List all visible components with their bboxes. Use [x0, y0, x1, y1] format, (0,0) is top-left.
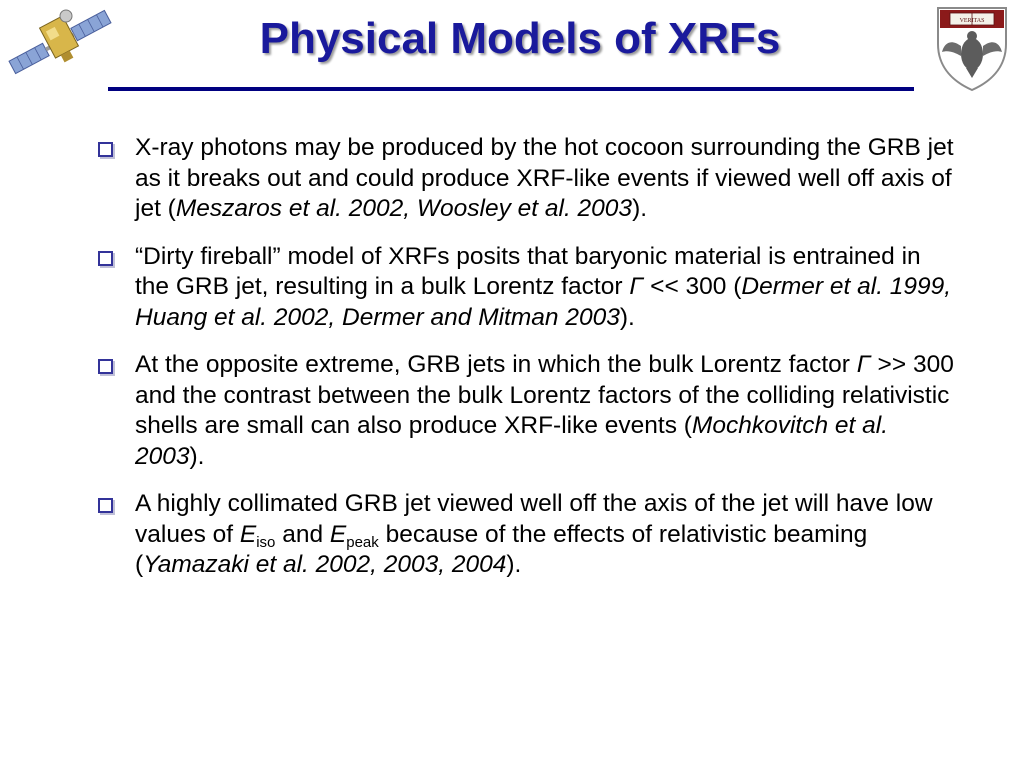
bullet-list [96, 133, 956, 598]
bullet-text-and: and [275, 520, 330, 548]
hollow-square-bullet-icon [98, 498, 113, 513]
bullet-text-end: ). [506, 551, 522, 578]
hollow-square-bullet-icon [98, 251, 113, 266]
bullet-text-continued: << 300 ( [643, 273, 742, 300]
bullet-text-end: ). [632, 195, 648, 222]
satellite-image [4, 2, 116, 80]
bullet-text-continued: because of the effects of relativistic beaming ( [135, 520, 868, 578]
bullet-text: “Dirty fireball” model of XRFs posits that baryonic material is entrained in the GRB jet, resulting in a bulk Lorentz factor [135, 242, 921, 300]
e-iso-symbol: $E_{iso}$ [239, 520, 276, 551]
gamma-symbol: Γ [856, 351, 871, 378]
list-item [96, 133, 956, 225]
svg-text:VERITAS: VERITAS [959, 18, 985, 24]
title-divider [108, 87, 914, 91]
e-peak-symbol: $E_{peak}$ [329, 520, 379, 551]
list-item [96, 242, 956, 334]
hollow-square-bullet-icon [98, 359, 113, 374]
citation: Dermer et al. 1999, Huang et al. 2002, Dermer and Mitman 2003 [135, 273, 952, 331]
hollow-square-bullet-icon [98, 142, 113, 157]
citation: Meszaros et al. 2002, Woosley et al. 2003 [175, 195, 633, 222]
citation: Yamazaki et al. 2002, 2003, 2004 [143, 551, 507, 578]
list-item [96, 350, 956, 472]
bullet-text: A highly collimated GRB jet viewed well off the axis of the jet will have low values of [135, 490, 933, 548]
citation: Mochkovitch et al. 2003 [135, 412, 889, 470]
bullet-text-end: ). [189, 442, 205, 470]
slide-title: Physical Models of XRFs [259, 14, 781, 63]
gamma-symbol: Γ [629, 273, 644, 300]
university-seal-logo [934, 4, 1010, 92]
bullet-text: At the opposite extreme, GRB jets in which the bulk Lorentz factor [135, 351, 857, 378]
bullet-text-end: ). [619, 303, 635, 331]
list-item [96, 489, 956, 581]
bullet-text-continued: >> 300 and the contrast between the bulk Lorentz factors of the colliding relativistic shells are small can also produce XRF-like events ( [135, 351, 954, 439]
bullet-text: X-ray photons may be produced by the hot cocoon surrounding the GRB jet as it breaks out and could produce XRF-like events if viewed well off axis of jet ( [135, 134, 954, 222]
